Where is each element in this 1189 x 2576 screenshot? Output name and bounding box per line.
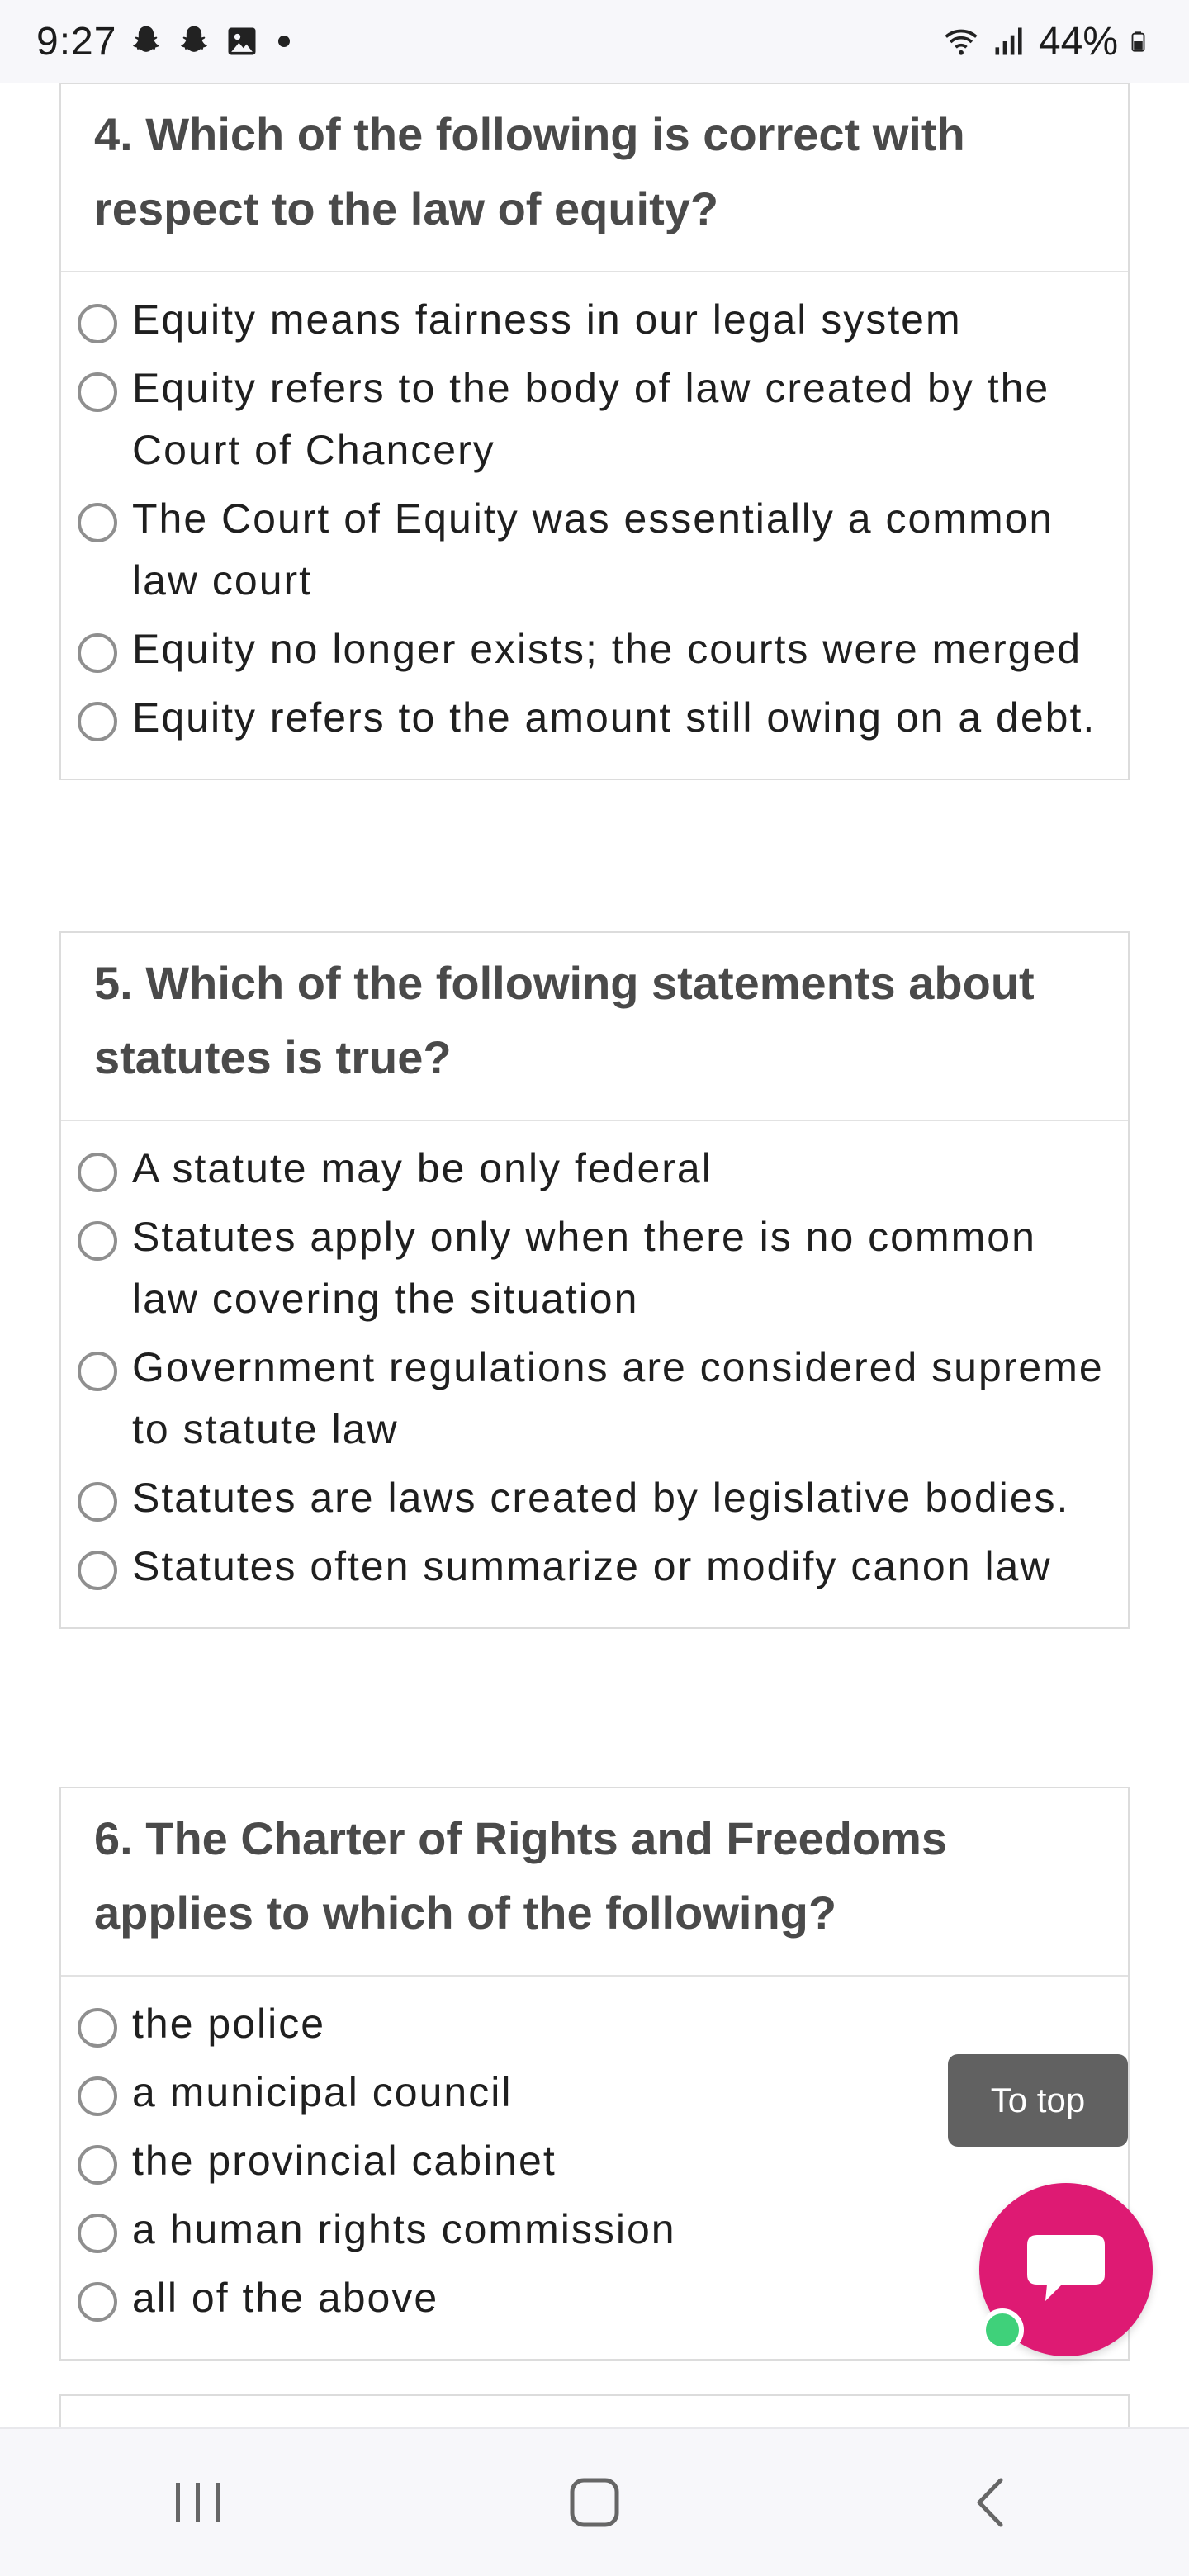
answer-option[interactable] (78, 618, 1111, 680)
signal-icon (991, 23, 1027, 59)
question-title: 6. The Charter of Rights and Freedoms applies to which of the following? (94, 1812, 948, 1939)
snapchat-icon (176, 23, 212, 59)
answer-option[interactable] (78, 2267, 1111, 2329)
to-top-button[interactable]: To top (948, 2054, 1128, 2147)
radio-button[interactable] (78, 2214, 117, 2253)
question-header (61, 84, 1128, 272)
status-bar (0, 0, 1189, 83)
answer-option-label: Equity refers to the amount still owing on a debt. (132, 694, 1097, 741)
answer-option[interactable] (78, 1536, 1111, 1598)
battery-icon (1130, 23, 1153, 59)
online-status-indicator (981, 2308, 1024, 2351)
answer-option[interactable] (78, 687, 1111, 749)
recent-apps-icon (169, 2478, 227, 2527)
radio-button[interactable] (78, 1482, 117, 1522)
status-right (943, 19, 1153, 64)
answer-option-label: Statutes are laws created by legislative bodies. (132, 1475, 1070, 1521)
answer-option-label: Statutes apply only when there is no common law covering the situation (132, 1214, 1036, 1322)
answer-option-label: Government regulations are considered supreme to statute law (132, 1344, 1104, 1452)
answer-option-label: a municipal council (132, 2069, 513, 2115)
radio-button[interactable] (78, 2076, 117, 2116)
radio-button[interactable] (78, 2008, 117, 2048)
gallery-icon (224, 23, 260, 59)
back-icon (966, 2474, 1016, 2531)
back-button[interactable] (941, 2453, 1040, 2552)
answer-option[interactable] (78, 2199, 1111, 2261)
question-card (59, 83, 1130, 780)
radio-button[interactable] (78, 633, 117, 673)
notification-dot-icon (278, 36, 290, 47)
question-card (59, 931, 1130, 1629)
answer-option-label: A statute may be only federal (132, 1145, 713, 1191)
home-icon (566, 2474, 623, 2531)
answer-option-label: Equity means fairness in our legal system (132, 296, 962, 343)
answer-option[interactable] (78, 289, 1111, 351)
radio-button[interactable] (78, 503, 117, 542)
answer-option[interactable] (78, 1337, 1111, 1461)
battery-percent: 44% (1038, 19, 1118, 64)
question-header (61, 933, 1128, 1121)
radio-button[interactable] (78, 1352, 117, 1391)
answer-options (61, 272, 1128, 779)
answer-option[interactable] (78, 1206, 1111, 1330)
answer-option[interactable] (78, 488, 1111, 612)
radio-button[interactable] (78, 1551, 117, 1590)
question-header (61, 1788, 1128, 1977)
answer-option[interactable] (78, 1467, 1111, 1529)
radio-button[interactable] (78, 2145, 117, 2185)
answer-option[interactable] (78, 358, 1111, 481)
recent-apps-button[interactable] (149, 2453, 248, 2552)
radio-button[interactable] (78, 1153, 117, 1192)
radio-button[interactable] (78, 1221, 117, 1261)
answer-option-label: Equity no longer exists; the courts were merged (132, 626, 1082, 672)
question-title: 5. Which of the following statements about statutes is true? (94, 957, 1035, 1083)
answer-option-label: the police (132, 2001, 326, 2047)
answer-options (61, 1121, 1128, 1627)
status-left (36, 19, 290, 64)
status-time: 9:27 (36, 19, 117, 64)
navigation-bar (0, 2427, 1189, 2576)
answer-option-label: Equity refers to the body of law created by the Court of Chancery (132, 365, 1050, 473)
answer-option-label: the provincial cabinet (132, 2138, 557, 2184)
answer-option-label: a human rights commission (132, 2206, 676, 2252)
answer-option-label: all of the above (132, 2275, 439, 2321)
answer-option[interactable] (78, 1138, 1111, 1200)
radio-button[interactable] (78, 702, 117, 741)
answer-option-label: Statutes often summarize or modify canon law (132, 1543, 1052, 1589)
chat-bubble-icon (1021, 2228, 1111, 2311)
radio-button[interactable] (78, 2282, 117, 2322)
answer-option[interactable] (78, 1993, 1111, 2055)
radio-button[interactable] (78, 372, 117, 412)
answer-option-label: The Court of Equity was essentially a common law court (132, 495, 1054, 604)
snapchat-icon (128, 23, 164, 59)
home-button[interactable] (545, 2453, 644, 2552)
radio-button[interactable] (78, 304, 117, 343)
question-title: 4. Which of the following is correct with respect to the law of equity? (94, 108, 965, 234)
wifi-icon (943, 23, 979, 59)
answer-options (61, 1977, 1128, 2359)
